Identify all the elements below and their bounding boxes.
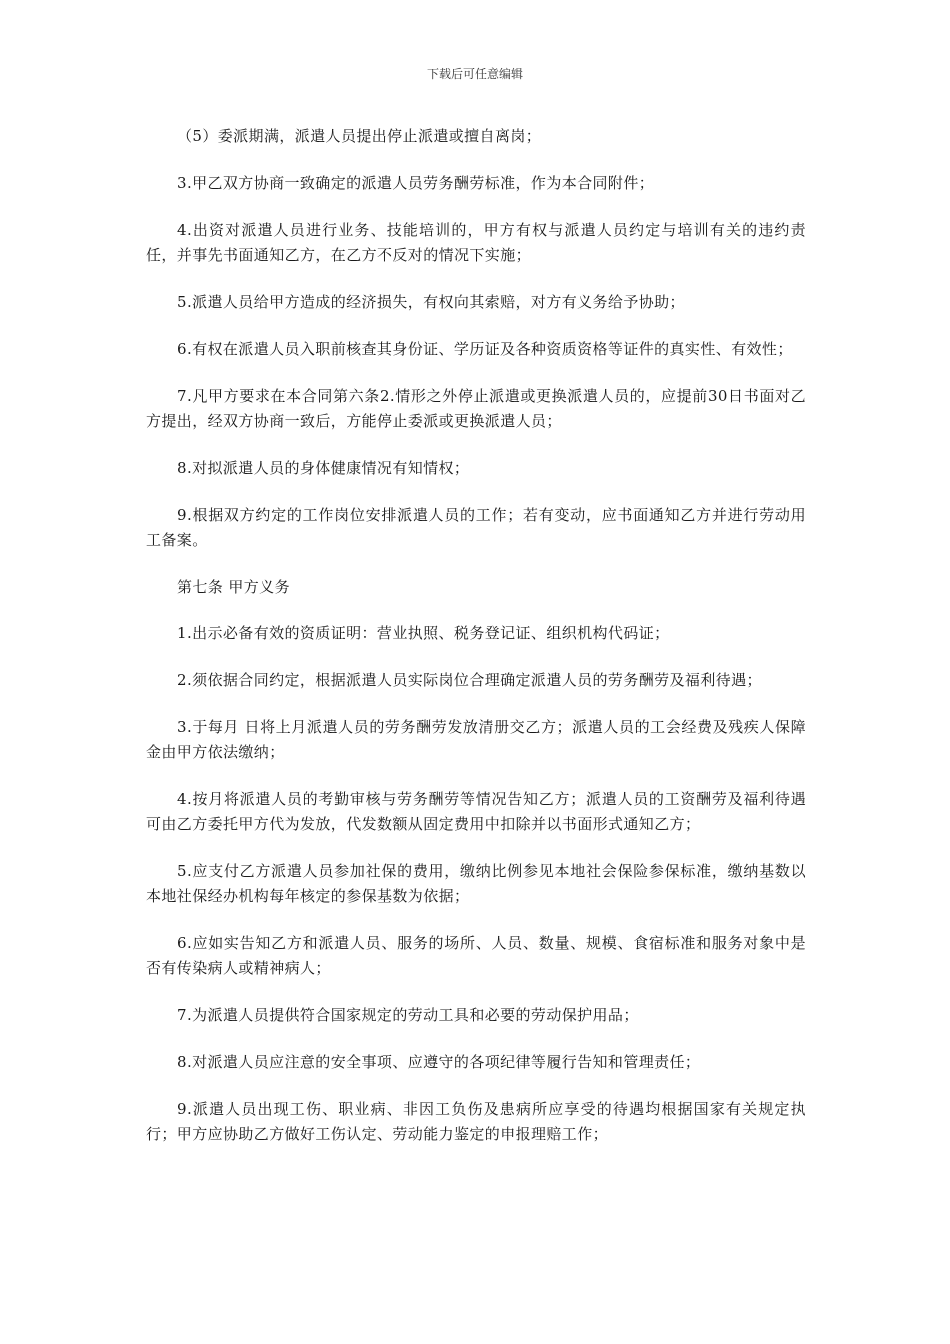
paragraph: 1.出示必备有效的资质证明：营业执照、税务登记证、组织机构代码证； [177, 624, 670, 642]
paragraph: 6.有权在派遣人员入职前核查其身份证、学历证及各种资质资格等证件的真实性、有效性； [177, 340, 793, 358]
paragraph: 8.对派遣人员应注意的安全事项、应遵守的各项纪律等履行告知和管理责任； [177, 1053, 701, 1071]
paragraph: 7.为派遣人员提供符合国家规定的劳动工具和必要的劳动保护用品； [177, 1006, 639, 1024]
document-body [146, 124, 806, 1169]
paragraph: 3.于每月 日将上月派遣人员的劳务酬劳发放清册交乙方；派遣人员的工会经费及残疾人保障金由甲方依法缴纳； [146, 718, 806, 761]
paragraph: 5.应支付乙方派遣人员参加社保的费用，缴纳比例参见本地社会保险参保标准，缴纳基数以本地社保经办机构每年核定的参保基数为依据； [146, 862, 806, 905]
page-header: 下载后可任意编辑 [426, 67, 523, 81]
paragraph: 9.根据双方约定的工作岗位安排派遣人员的工作；若有变动，应书面通知乙方并进行劳动用工备案。 [146, 506, 806, 549]
paragraph: 7.凡甲方要求在本合同第六条2.情形之外停止派遣或更换派遣人员的，应提前30日书面对乙方提出，经双方协商一致后，方能停止委派或更换派遣人员； [146, 387, 806, 430]
paragraph: 2.须依据合同约定，根据派遣人员实际岗位合理确定派遣人员的劳务酬劳及福利待遇； [177, 671, 762, 689]
paragraph: 4.按月将派遣人员的考勤审核与劳务酬劳等情况告知乙方；派遣人员的工资酬劳及福利待遇可由乙方委托甲方代为发放，代发数额从固定费用中扣除并以书面形式通知乙方； [146, 790, 806, 833]
paragraph: 4.出资对派遣人员进行业务、技能培训的，甲方有权与派遣人员约定与培训有关的违约责任，并事先书面通知乙方，在乙方不反对的情况下实施； [146, 221, 806, 264]
paragraph: （5）委派期满，派遣人员提出停止派遣或擅自离岗； [177, 127, 542, 145]
paragraph: 8.对拟派遣人员的身体健康情况有知情权； [177, 459, 470, 477]
paragraph: 5.派遣人员给甲方造成的经济损失，有权向其索赔，对方有义务给予协助； [177, 293, 685, 311]
paragraph: 9.派遣人员出现工伤、职业病、非因工负伤及患病所应享受的待遇均根据国家有关规定执行；甲方应协助乙方做好工伤认定、劳动能力鉴定的申报理赔工作； [146, 1100, 806, 1143]
paragraph: 6.应如实告知乙方和派遣人员、服务的场所、人员、数量、规模、食宿标准和服务对象中是否有传染病人或精神病人； [146, 934, 806, 977]
paragraph: 3.甲乙双方协商一致确定的派遣人员劳务酬劳标准，作为本合同附件； [177, 174, 655, 192]
section-heading: 第七条 甲方义务 [177, 578, 290, 596]
